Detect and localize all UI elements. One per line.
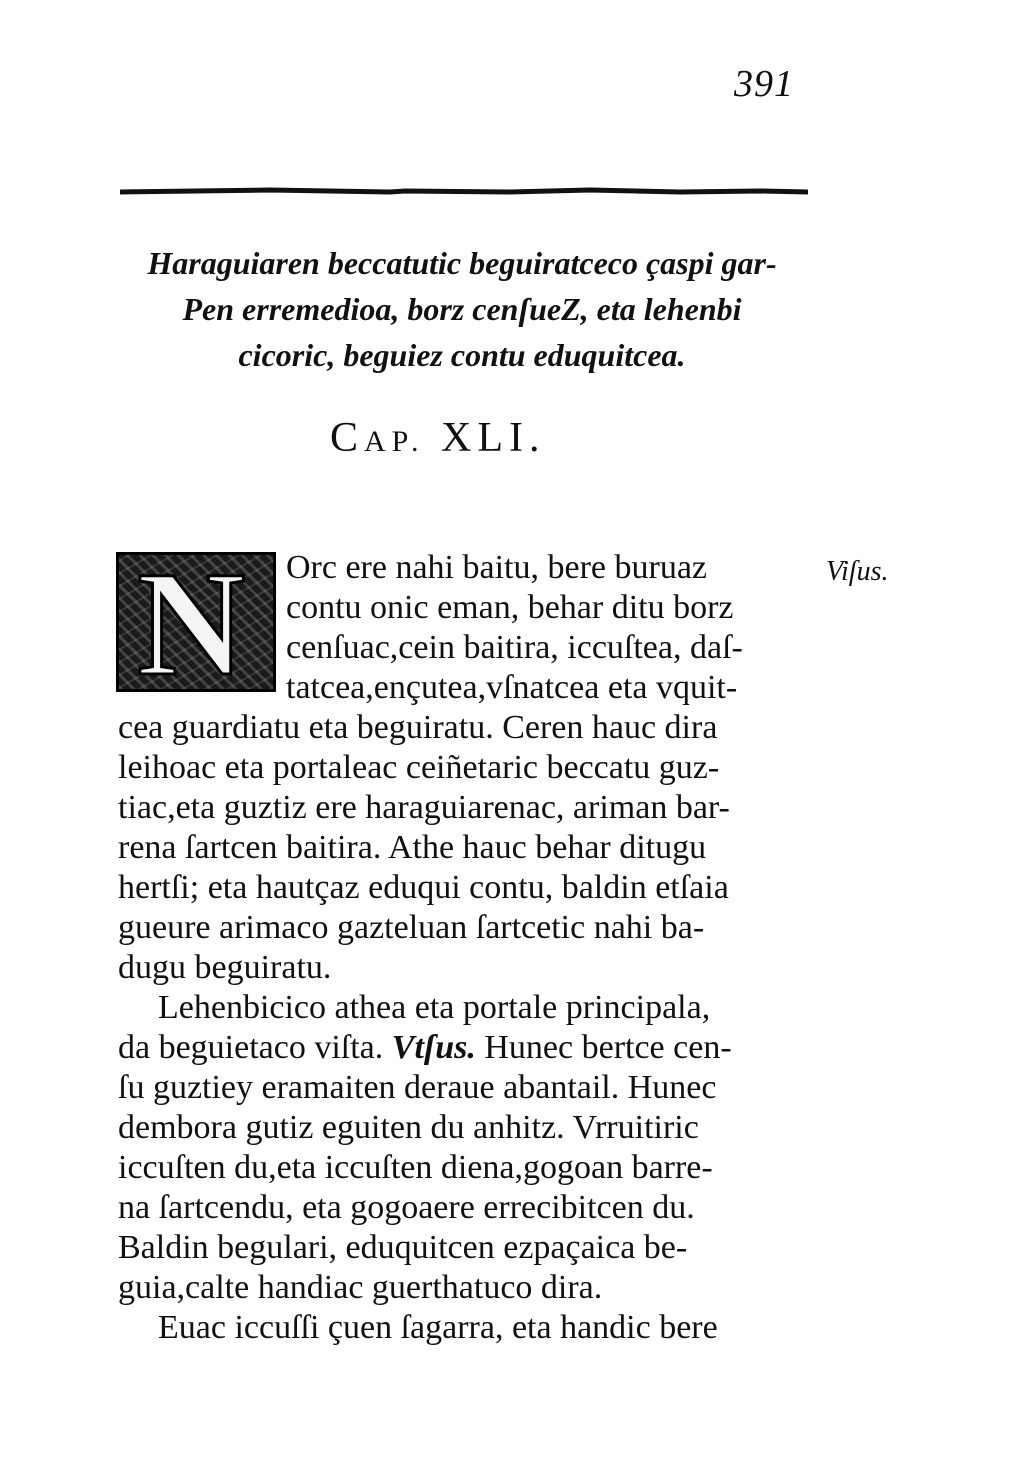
text-line: leihoac eta portaleac ceiñetaric beccatu guz- bbox=[118, 749, 720, 786]
text-line: Lehenbicico athea eta portale principala, bbox=[158, 989, 711, 1026]
text-line: na ſartcendu, eta gogoaere errecibitcen du. bbox=[118, 1189, 695, 1226]
text-line bbox=[118, 1028, 818, 1068]
summary-line: Haraguiaren beccatutic beguiratceco çaspi gar- bbox=[147, 245, 777, 281]
text-line: Orc ere nahi baitu, bere buruaz bbox=[286, 549, 707, 586]
text-line: tiac,eta guztiz ere haraguiarenac, ariman bar- bbox=[118, 789, 730, 826]
text-line: iccuſten du,eta iccuſten diena,gogoan barre- bbox=[118, 1149, 713, 1186]
text-line: Baldin begulari, eduquitcen ezpaçaica be- bbox=[118, 1229, 688, 1266]
text-line: guia,calte handiac guerthatuco dira. bbox=[118, 1269, 603, 1306]
text-line: rena ſartcen baitira. Athe hauc behar ditugu bbox=[118, 829, 707, 866]
chapter-heading bbox=[330, 414, 546, 462]
text-line: Euac iccuſſi çuen ſagarra, eta handic bere bbox=[158, 1309, 718, 1346]
text-line: ſu guztiey eramaiten deraue abantail. Hunec bbox=[118, 1069, 717, 1106]
margin-note: Viſus. bbox=[826, 556, 889, 587]
inline-italic-term: Vtſus. bbox=[391, 1029, 476, 1066]
chapter-prefix-rest: AP. bbox=[364, 425, 425, 458]
chapter-summary bbox=[112, 240, 812, 378]
drop-cap-letter: N bbox=[137, 541, 246, 707]
chapter-prefix-initial: C bbox=[330, 415, 365, 461]
text-line: cenſuac,cein baitira, iccuſtea, daſ- bbox=[286, 629, 743, 666]
text-line: contu onic eman, behar ditu borz bbox=[286, 589, 734, 626]
text-line: dugu beguiratu. bbox=[118, 949, 332, 986]
text-line: gueure arimaco gazteluan ſartcetic nahi ba- bbox=[118, 909, 705, 946]
summary-line: Pen erremedioa, borz cenſueZ, eta lehenbi bbox=[182, 291, 742, 327]
summary-line: cicoric, beguiez contu eduquitcea. bbox=[238, 337, 686, 373]
text-line: cea guardiatu eta beguiratu. Ceren hauc dira bbox=[118, 709, 718, 746]
header-rule bbox=[120, 186, 808, 196]
text-segment: Hunec bertce cen- bbox=[475, 1029, 732, 1066]
text-line: hertſi; eta hautçaz eduqui contu, baldin etſaia bbox=[118, 869, 729, 906]
text-line: tatcea,ençutea,vſnatcea eta vquit- bbox=[286, 669, 738, 706]
page-number: 391 bbox=[734, 63, 794, 105]
text-line: dembora gutiz eguiten du anhitz. Vrruitiric bbox=[118, 1109, 699, 1146]
text-segment: da beguietaco viſta. bbox=[118, 1029, 384, 1066]
body-text bbox=[118, 541, 818, 1348]
chapter-number: XLI. bbox=[441, 415, 546, 461]
